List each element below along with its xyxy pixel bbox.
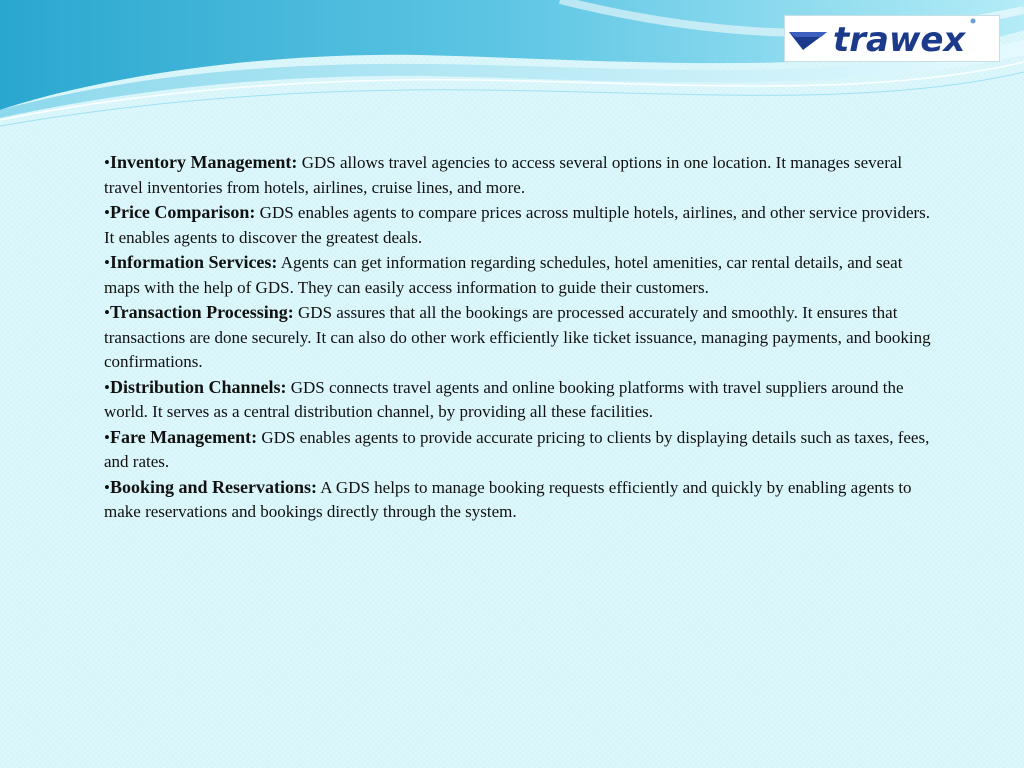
- bullet-marker: •: [104, 427, 110, 447]
- bullet-text: GDS enables agents to compare prices across multiple hotels, airlines, and other service providers. It enables agents to discover the greatest deals.: [104, 203, 931, 247]
- slide-content: [104, 150, 934, 525]
- bullet-item-information-services: [104, 250, 934, 300]
- bullet-term: Booking and Reservations:: [109, 476, 317, 497]
- bullet-term: Price Comparison:: [109, 202, 256, 222]
- bullet-item-transaction-processing: [104, 300, 934, 375]
- bullet-marker: •: [104, 203, 110, 222]
- bullet-marker: •: [104, 253, 110, 272]
- bullet-item-fare-management: [104, 425, 934, 475]
- bullet-term: Distribution Channels:: [109, 376, 287, 397]
- bullet-item-booking-reservations: [104, 475, 934, 525]
- bullet-marker: •: [104, 377, 110, 397]
- bullet-term: Transaction Processing:: [109, 302, 294, 322]
- bullet-text: GDS allows travel agencies to access several options in one location. It manages several travel inventories from hotels, airlines, cruise lines, and more.: [104, 153, 903, 197]
- bullet-marker: •: [104, 303, 110, 322]
- logo-wordmark: trawex: [833, 20, 966, 60]
- bullet-term: Fare Management:: [109, 426, 258, 447]
- bullet-text: Agents can get information regarding schedules, hotel amenities, car rental details, and seat maps with the help of GDS. They can easily access information to guide their customers.: [104, 253, 903, 297]
- bullet-marker: •: [104, 477, 110, 497]
- bullet-text: A GDS helps to manage booking requests efficiently and quickly by enabling agents to make reservations and bookings directly through the system.: [104, 477, 912, 521]
- bullet-term: Inventory Management:: [109, 152, 298, 172]
- bullet-item-distribution-channels: [104, 375, 934, 425]
- bullet-text: GDS enables agents to provide accurate pricing to clients by displaying details such as taxes, fees, and rates.: [104, 427, 930, 471]
- bullet-item-inventory-management: [104, 150, 934, 200]
- bullet-term: Information Services:: [109, 252, 278, 272]
- bullet-text: GDS assures that all the bookings are processed accurately and smoothly. It ensures that transactions are done securely. It can also do other work efficiently like ticket issuance, managing payments, and booking confirmations.: [104, 303, 931, 371]
- bullet-marker: •: [104, 153, 110, 172]
- bullet-item-price-comparison: [104, 200, 934, 250]
- trawex-logo: [784, 15, 1000, 62]
- bullet-text: GDS connects travel agents and online booking platforms with travel suppliers around the world. It serves as a central distribution channel, by providing all these facilities.: [104, 377, 904, 421]
